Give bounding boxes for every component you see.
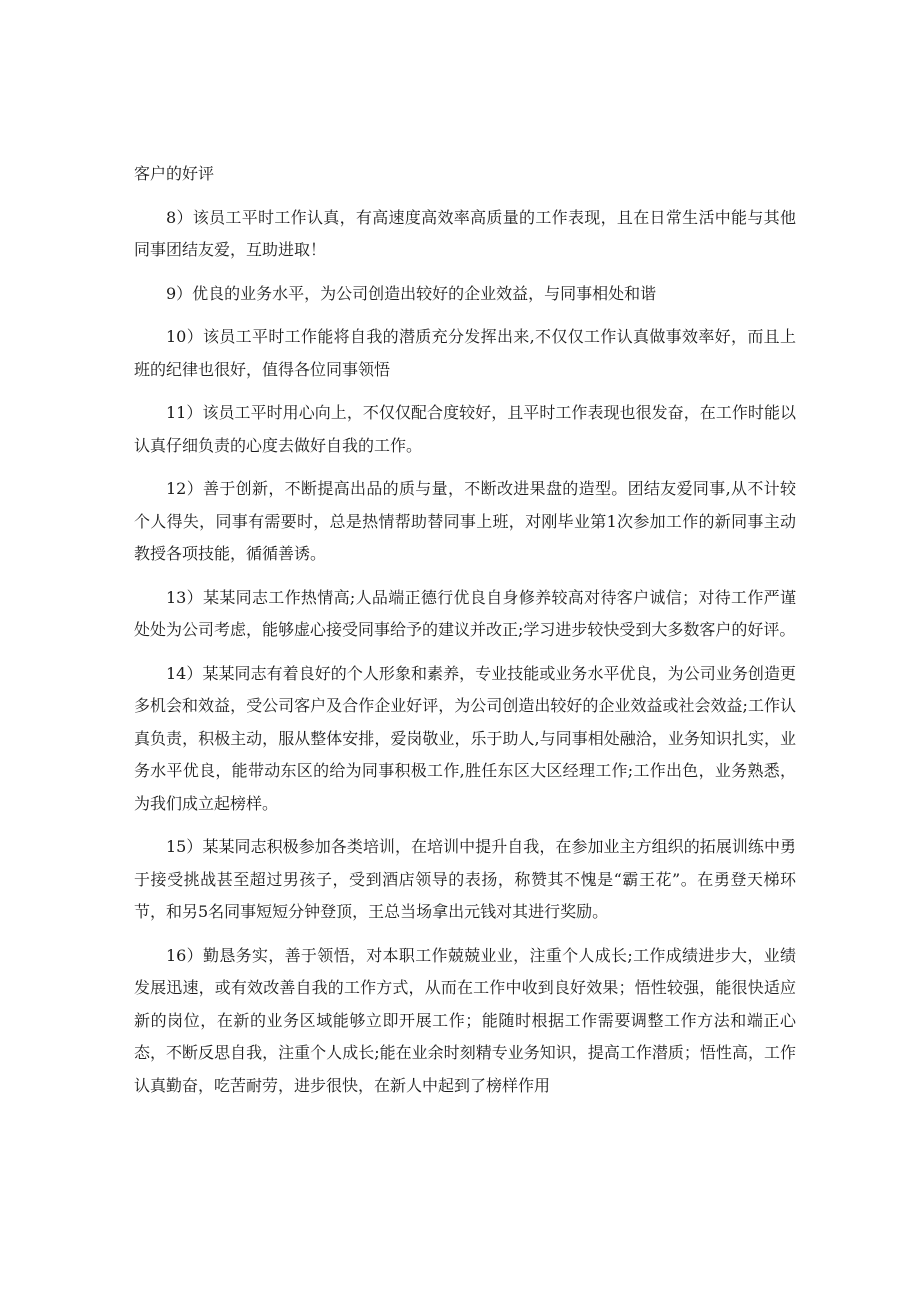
paragraph-item-8: 8）该员工平时工作认真，有高速度高效率高质量的工作表现，且在日常生活中能与其他同事团结友爱，互助进取！ bbox=[134, 207, 796, 259]
paragraph-item-16: 16）勤恳务实，善于领悟，对本职工作兢兢业业，注重个人成长;工作成绩进步大，业绩发展迅速，或有效改善自我的工作方式，从而在工作中收到良好效果；悟性较强，能很快适应新的岗位，在新的业务区域能够立即开展工作；能随时根据工作需要调整工作方法和端正心态，不断反思自我，注重个人成长;能在业余时刻精专业务知识，提高工作潜质；悟性高，工作认真勤奋，吃苦耐劳，进步很快，在新人中起到了榜样作用 bbox=[134, 945, 796, 1095]
paragraph-item-11: 11）该员工平时用心向上，不仅仅配合度较好，且平时工作表现也很发奋，在工作时能以认真仔细负责的心度去做好自我的工作。 bbox=[134, 403, 796, 455]
paragraph-item-10: 10）该员工平时工作能将自我的潜质充分发挥出来,不仅仅工作认真做事效率好，而且上班的纪律也很好，值得各位同事领悟 bbox=[134, 327, 796, 379]
paragraph-item-14: 14）某某同志有着良好的个人形象和素养，专业技能或业务水平优良，为公司业务创造更多机会和效益，受公司客户及合作企业好评，为公司创造出较好的企业效益或社会效益;工作认真负责，积极主动，服从整体安排，爱岗敬业，乐于助人,与同事相处融洽，业务知识扎实，业务水平优良，能带动东区的给为同事积极工作,胜任东区大区经理工作;工作出色，业务熟悉，为我们成立起榜样。 bbox=[134, 663, 796, 813]
paragraph-continuation: 客户的好评 bbox=[134, 164, 215, 183]
document-body bbox=[134, 158, 796, 1113]
paragraph-item-9: 9）优良的业务水平，为公司创造出较好的企业效益，与同事相处和谐 bbox=[166, 283, 657, 303]
paragraph-item-13: 13）某某同志工作热情高;人品端正德行优良自身修养较高对待客户诚信；对待工作严谨处处为公司考虑，能够虚心接受同事给予的建议并改正;学习进步较快受到大多数客户的好评。 bbox=[134, 587, 796, 639]
paragraph-item-15: 15）某某同志积极参加各类培训，在培训中提升自我，在参加业主方组织的拓展训练中勇于接受挑战甚至超过男孩子，受到酒店领导的表扬，称赞其不愧是“霸王花”。在勇登天梯环节，和另5名同事短短分钟登顶，王总当场拿出元钱对其进行奖励。 bbox=[134, 837, 796, 921]
paragraph-item-12: 12）善于创新，不断提高出品的质与量，不断改进果盘的造型。团结友爱同事,从不计较个人得失，同事有需要时，总是热情帮助替同事上班，对刚毕业第1次参加工作的新同事主动教授各项技能，循循善诱。 bbox=[134, 479, 796, 563]
